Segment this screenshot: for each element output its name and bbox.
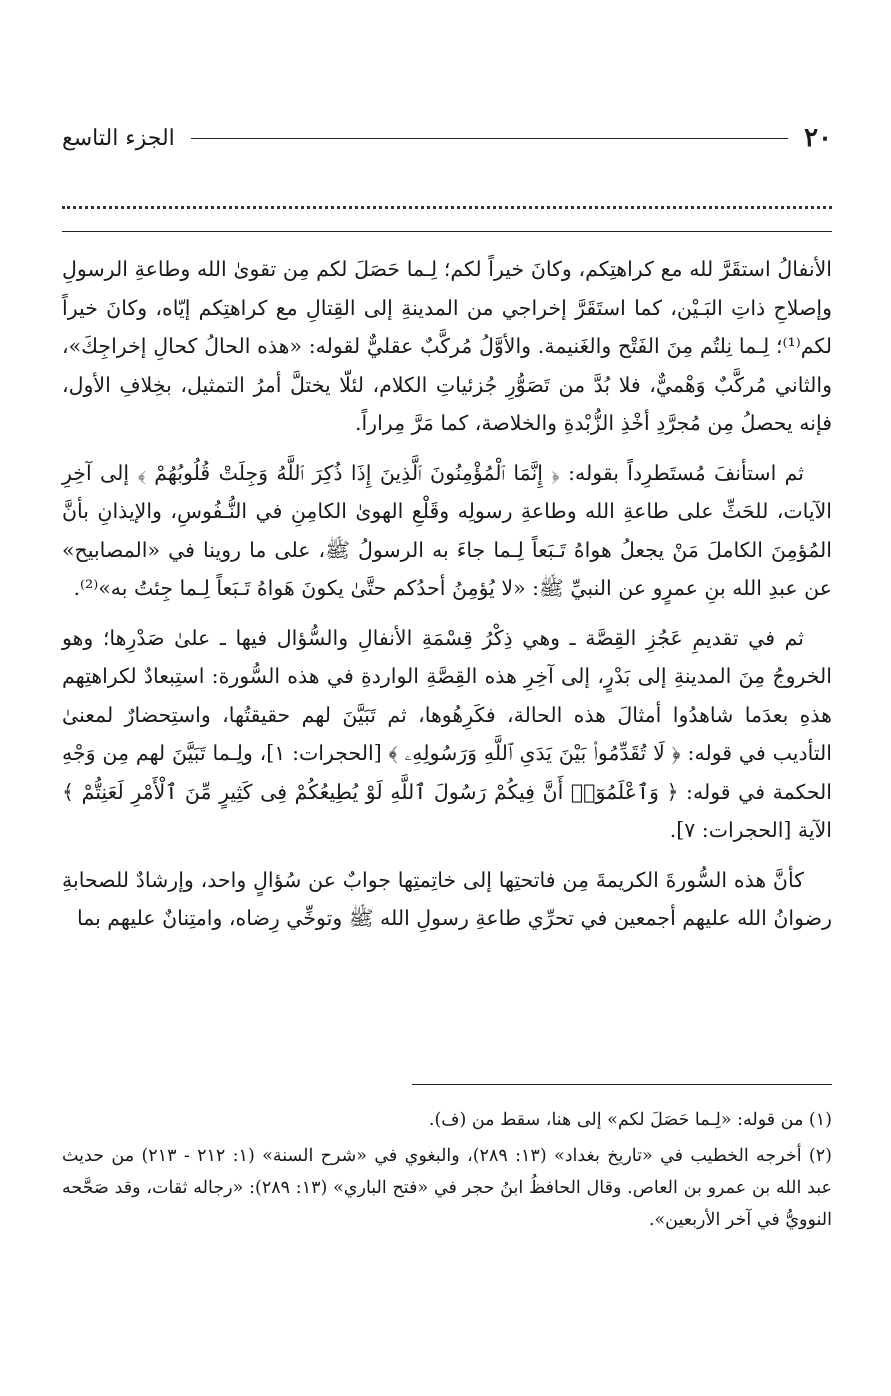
top-rule: [62, 231, 832, 232]
running-header: [62, 118, 832, 158]
footnote-rule: [412, 1084, 832, 1085]
paragraph: ثم في تقديمِ عَجُزِ القِصَّة ـ وهي ذِكْرُ قِسْمَةِ الأنفالِ والسُّؤال فيها ـ علىٰ صَدْرِها؛ وهو الخروجُ مِنَ المدينةِ إلى بَدْرٍ، إلى آخِرِ هذه القِصَّةِ الواردةِ في هذه السُّورة: استِبعادٌ لكراهتِهم هذهِ بعدَما شاهدُوا أمثالَ هذه الحالة، فكَرِهُوها، ثم تَبَيَّنَ لهم حقيقتُها، واستِحضارٌ لمعنىٰ التأديب في قوله: ﴿ لَا تُقَدِّمُوا۟ بَيْنَ يَدَىِ ٱللَّهِ وَرَسُولِهِۦ ﴾ [الحجرات: ١]، ولِـما تَبَيَّنَ لهم مِن وَجْهِ الحكمة في قوله: ﴿ وَٱعْلَمُوٓا۟ أَنَّ فِيكُمْ رَسُولَ ٱللَّهِ لَوْ يُطِيعُكُمْ فِى كَثِيرٍ مِّنَ ٱلْأَمْرِ لَعَنِتُّمْ ﴾ الآية [الحجرات: ٧].: [62, 625, 832, 842]
volume-title: الجزء التاسع: [62, 125, 175, 151]
paragraph: الأنفالُ استقَرَّ لله مع كراهتِكم، وكانَ خيراً لكم؛ لِـما حَصَلَ لكم مِن تقوىٰ الله وطاعةِ الرسولِ وإصلاحِ ذاتِ البَـيْن، كما استَقَرَّ إخراجي من المدينةِ إلى القِتالِ مع كراهتِكم إيّاه، وكانَ خيراً لكم⁽¹⁾؛ لِـما نِلتُم مِنَ الفَتْح والغَنيمة. والأوَّلُ مُركَّبٌ عقليٌّ لقوله: «هذه الحالُ كحالِ إخراجِكَ»، والثاني مُركَّبٌ وَهْميٌّ، فلا بُدَّ من تَصَوُّرِ جُزئياتِ الكلام، لئلّا يختلَّ أمرُ التمثيل، بخِلافِ الأول، فإنه يحصلُ مِن مُجرَّدِ أخْذِ الزُّبْدةِ والخلاصة، كما مَرَّ مِراراً.: [62, 257, 832, 435]
footnote: (٢) أخرجه الخطيب في «تاريخ بغداد» (١٣: ٢٨٩)، والبغوي في «شرح السنة» (١: ٢١٢ - ٢١٣) من حديث عبد الله بن عمرو بن العاص. وقال الحافظُ ابنُ حجر في «فتح الباري» (١٣: ٢٨٩): «رجاله ثقات، وقد صَحَّحه النوويُّ في آخر الأربعين».: [62, 1146, 832, 1230]
page-number: ٢٠: [804, 123, 832, 153]
paragraph: كأنَّ هذه السُّورةَ الكريمةَ مِن فاتحتِها إلى خاتِمتِها جوابٌ عن سُؤالٍ واحد، وإرشادٌ للصحابةِ رضوانُ الله عليهم أجمعين في تحرِّي طاعةِ رسولِ الله ﷺ وتوخِّي رِضاه، وامتِنانٌ عليهم بما: [62, 867, 832, 930]
paragraph: ثم استأنفَ مُستَطرِداً بقوله: ﴿ إِنَّمَا ٱلْمُؤْمِنُونَ ٱلَّذِينَ إِذَا ذُكِرَ ٱللَّهُ وَجِلَتْ قُلُوبُهُمْ ﴾ إلى آخِرِ الآيات، للحَثِّ على طاعةِ الله وطاعةِ رسولِه وقَلْعِ الهوىٰ الكامِنِ في النُّـفُوسِ، والإيذانِ بأنَّ المُؤمِنَ الكاملَ مَنْ يجعلُ هواهُ تَـبَعاً لِـما جاءَ به الرسولُ ﷺ، على ما روينا في «المصابيح» عن عبدِ الله بنِ عمرٍو عن النبيِّ ﷺ: «لا يُؤمِنُ أحدُكم حتَّىٰ يكونَ هَواهُ تَـبَعاً لِـما جِئتُ به»⁽²⁾.: [62, 460, 832, 600]
main-text: [62, 250, 832, 949]
header-rule: [191, 138, 788, 139]
footnote: (١) من قوله: «لِـما حَصَلَ لكم» إلى هنا، سقط من (ف).: [428, 1110, 832, 1130]
footnotes: [62, 1104, 832, 1240]
dotted-separator: [62, 206, 832, 209]
